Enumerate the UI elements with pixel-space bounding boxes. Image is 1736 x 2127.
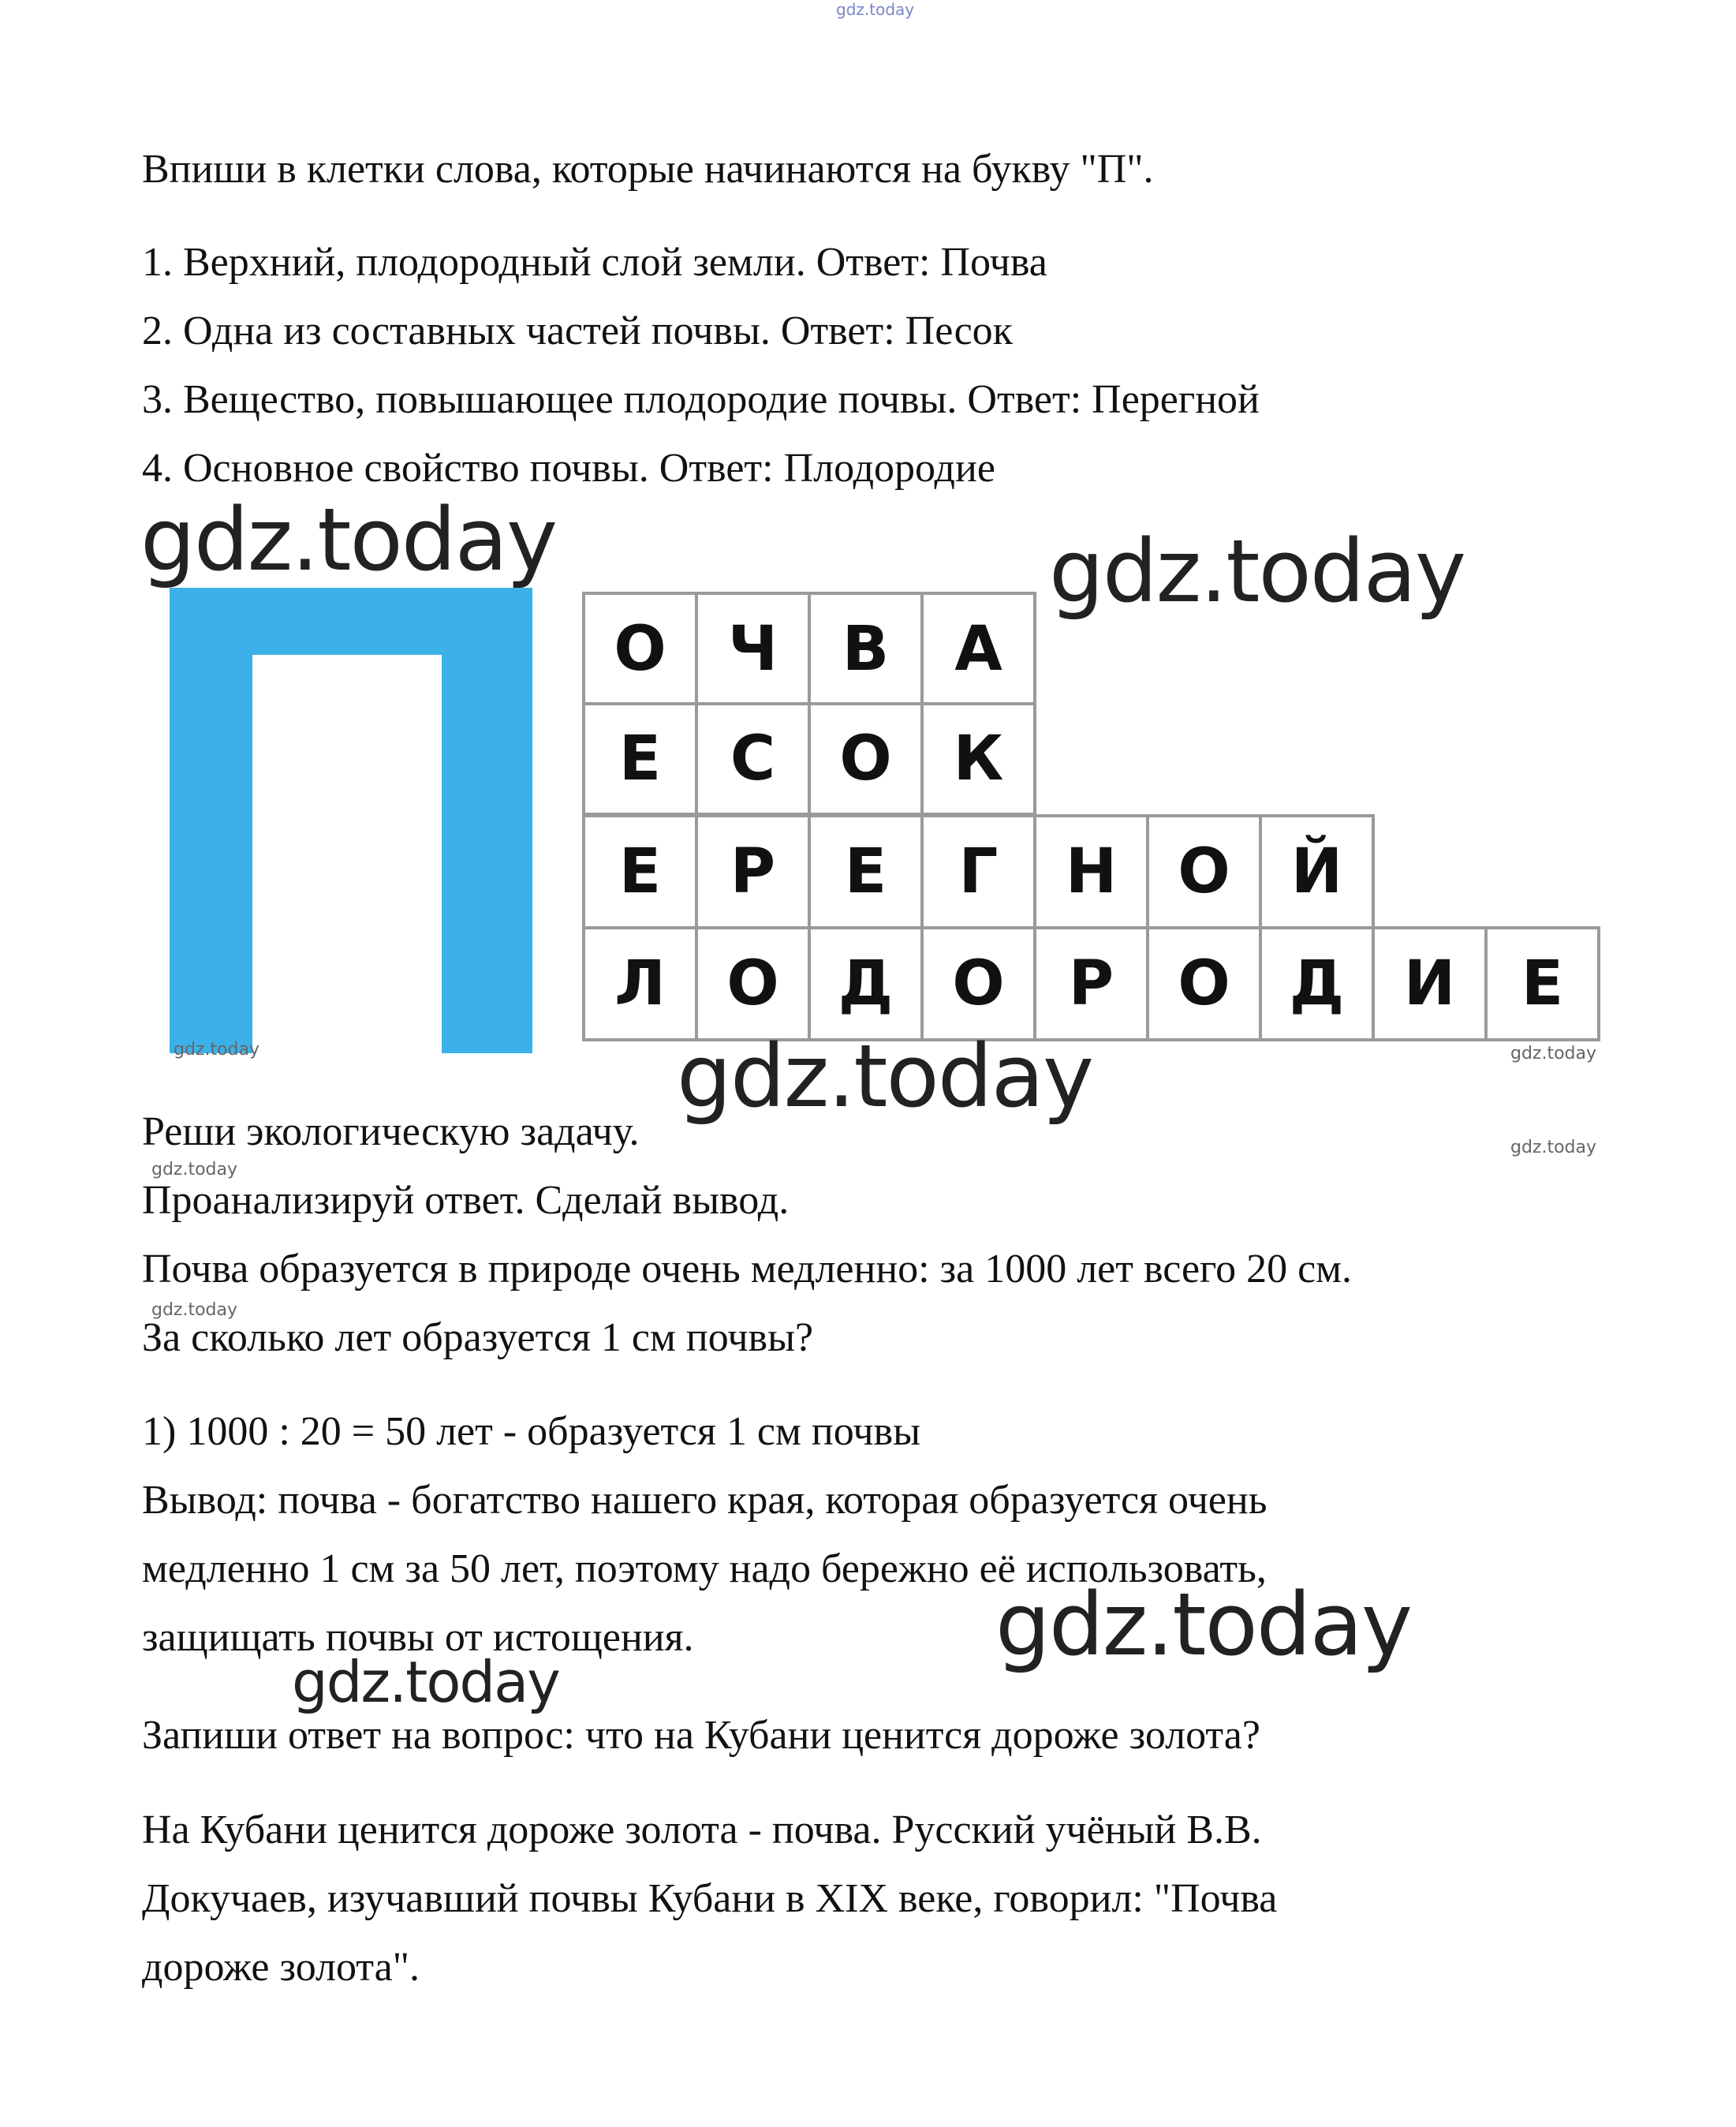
watermark-small: gdz.today <box>1510 1044 1597 1064</box>
crossword-cell: Д <box>808 926 924 1041</box>
crossword-cell: С <box>695 702 811 816</box>
task3-answer-1: На Кубани ценится дороже золота - почва. Русский учёный В.В. <box>142 1807 1262 1852</box>
crossword-grid <box>582 592 1607 1049</box>
crossword-cell: Ч <box>695 592 811 707</box>
crossword-cell: Е <box>582 814 698 929</box>
crossword-cell: В <box>808 592 924 707</box>
crossword-cell: Е <box>1484 926 1600 1041</box>
crossword-cell: О <box>920 926 1036 1041</box>
task2-conclusion-1: Вывод: почва - богатство нашего края, которая образуется очень <box>142 1478 1267 1523</box>
clue-3: 3. Вещество, повышающее плодородие почвы. Ответ: Перегной <box>142 377 1260 422</box>
task3-question: Запиши ответ на вопрос: что на Кубани ценится дороже золота? <box>142 1713 1260 1758</box>
crossword-cell: Л <box>582 926 698 1041</box>
crossword-cell: О <box>808 702 924 816</box>
task1-instruction: Впиши в клетки слова, которые начинаются на букву "П". <box>142 147 1154 192</box>
crossword-cell: О <box>1146 814 1262 929</box>
task2-conclusion-2: медленно 1 см за 50 лет, поэтому надо бережно её использовать, <box>142 1546 1267 1591</box>
clue-2: 2. Одна из составных частей почвы. Ответ: Песок <box>142 308 1013 353</box>
crossword-cell: Е <box>808 814 924 929</box>
watermark-small: gdz.today <box>1510 1138 1597 1157</box>
clue-4: 4. Основное свойство почвы. Ответ: Плодородие <box>142 446 995 491</box>
task2-line-1: Проанализируй ответ. Сделай вывод. <box>142 1178 790 1223</box>
crossword-cell: Д <box>1259 926 1375 1041</box>
crossword-cell: А <box>920 592 1036 707</box>
watermark-big: gdz.today <box>677 1026 1093 1127</box>
watermark-big: gdz.today <box>1049 521 1465 622</box>
crossword-cell: О <box>582 592 698 707</box>
task2-title: Реши экологическую задачу. <box>142 1109 640 1154</box>
clue-1: 1. Верхний, плодородный слой земли. Ответ: Почва <box>142 240 1047 285</box>
crossword-cell: О <box>1146 926 1262 1041</box>
crossword-cell: Н <box>1033 814 1149 929</box>
watermark-small: gdz.today <box>151 1160 238 1179</box>
task2-conclusion-3: защищать почвы от истощения. <box>142 1615 694 1660</box>
crossword-cell: Й <box>1259 814 1375 929</box>
task3-answer-3: дороже золота". <box>142 1945 420 1990</box>
crossword-cell: Г <box>920 814 1036 929</box>
task2-line-2: Почва образуется в природе очень медленно: за 1000 лет всего 20 см. <box>142 1247 1353 1292</box>
watermark-top: gdz.today <box>836 0 915 19</box>
crossword-cell: О <box>695 926 811 1041</box>
task3-answer-2: Докучаев, изучавший почвы Кубани в XIX веке, говорил: "Почва <box>142 1876 1278 1921</box>
crossword-cell: Е <box>582 702 698 816</box>
crossword-cell: И <box>1372 926 1488 1041</box>
big-letter-p-icon <box>170 588 532 1053</box>
watermark-big: gdz.today <box>140 489 557 590</box>
crossword-cell: Р <box>1033 926 1149 1041</box>
watermark-small: gdz.today <box>151 1300 238 1320</box>
watermark-big: gdz.today <box>995 1574 1412 1675</box>
crossword-cell: Р <box>695 814 811 929</box>
task2-solution: 1) 1000 : 20 = 50 лет - образуется 1 см почвы <box>142 1409 921 1454</box>
watermark-small: gdz.today <box>174 1040 260 1060</box>
task2-line-3: За сколько лет образуется 1 см почвы? <box>142 1315 814 1360</box>
watermark-big: gdz.today <box>292 1649 559 1715</box>
crossword-cell: К <box>920 702 1036 816</box>
